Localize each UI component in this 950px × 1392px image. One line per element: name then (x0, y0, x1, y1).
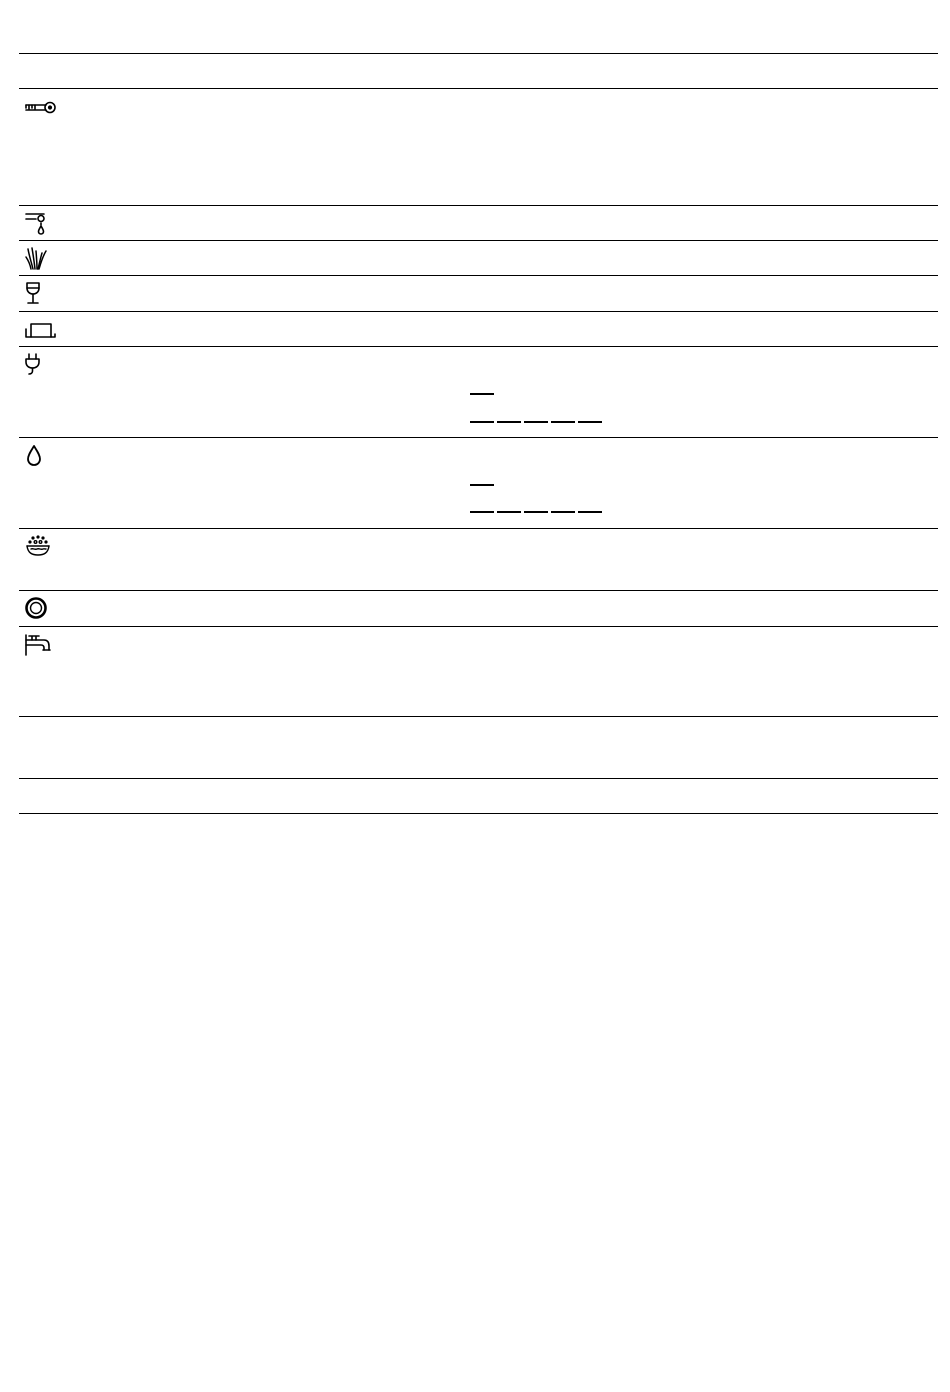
row-divider (19, 716, 938, 717)
dash-indicator-long (470, 421, 602, 423)
row-divider (19, 626, 938, 627)
row-divider (19, 240, 938, 241)
table-header-rule (19, 88, 938, 89)
row-divider (19, 437, 938, 438)
row-divider (19, 528, 938, 529)
dash-indicator-short (470, 393, 494, 395)
row-divider (19, 778, 938, 779)
table-top-rule (19, 53, 938, 54)
intensive-zone-icon (22, 245, 58, 273)
row-divider (19, 311, 938, 312)
row-divider (19, 275, 938, 276)
water-drop-icon (22, 442, 58, 470)
row-divider (19, 346, 938, 347)
dash-indicator-long (470, 511, 602, 513)
key-icon (22, 95, 58, 123)
rinse-aid-refill-icon (22, 209, 58, 237)
row-divider (19, 590, 938, 591)
table-bottom-rule (19, 813, 938, 814)
glass-icon (22, 280, 58, 308)
water-tap-icon (22, 631, 58, 659)
power-plug-icon (22, 351, 58, 379)
dash-indicator-short (470, 484, 494, 486)
half-load-icon (22, 316, 58, 344)
row-divider (19, 205, 938, 206)
detergent-salt-icon (22, 534, 58, 562)
plate-icon (22, 595, 58, 623)
